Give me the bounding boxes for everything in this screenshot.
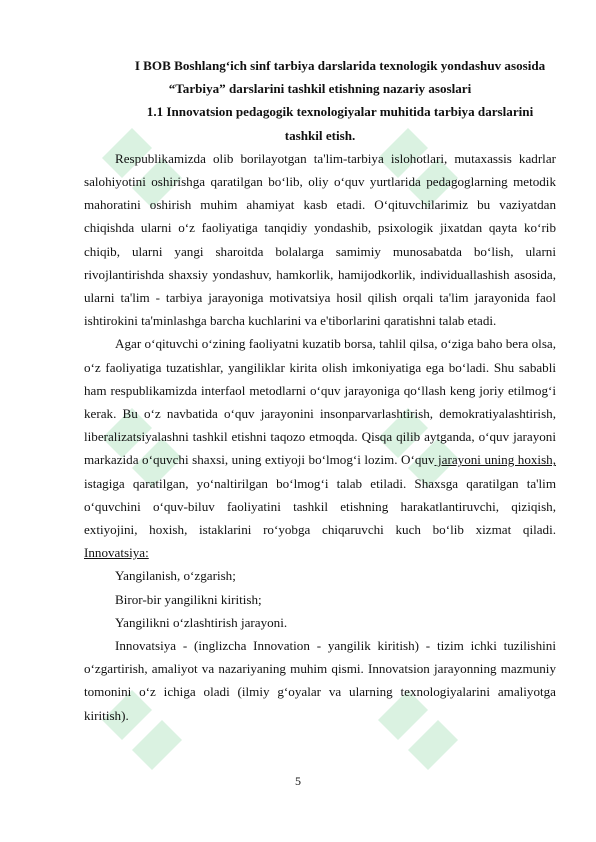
paragraph-1: Respublikamizda olib borilayotgan ta'lim-tarbiya islohotlari, mutaxassis kadrlar salohiyotini oshirishga qaratilgan bo‘lib, oliy o‘quv yurtlarida pedagoglarning metodik mahoratini oshirish muhim ahamiyat kasb etadi. O‘qituvchilarimiz bu vaziyatdan chiqishda ularni o‘z faoliyatiga tanqidiy yondashib, psixologik jixatdan qayta ko‘rib chiqib, ularni yangi sharoitda bolalarga samimiy munosabatda bo‘lish, ularni rivojlantirishda shaxsiy yondashuv, hamkorlik, hamijodkorlik, individuallashish asosida, ularni ta'lim - tarbiya jarayoniga motivatsiya hosil qilish orqali ta'lim jarayonida faol ishtirokini ta'minlashga barcha kuchlarini va e'tiborlarini qaratishni talab etadi. bbox=[84, 150, 556, 329]
list-item: Biror-bir yangilikni kiritish; bbox=[115, 591, 262, 607]
section-heading-line1: 1.1 Innovatsion pedagogik texnologiyalar muhitida tarbiya darslarini bbox=[146, 104, 534, 120]
list-item: Yangilanish, o‘zgarish; bbox=[115, 568, 236, 584]
paragraph-2-underlined-2: Innovatsiya: bbox=[84, 545, 149, 561]
page-content bbox=[84, 54, 556, 727]
page-number: 5 bbox=[295, 774, 301, 788]
chapter-heading-line2: “Tarbiya” darslarini tashkil etishning nazariy asoslari bbox=[168, 81, 472, 97]
paragraph-2-underlined-1: jarayoni uning hoxish, bbox=[434, 452, 556, 468]
paragraph-2 bbox=[84, 332, 556, 564]
section-heading-line2: tashkil etish. bbox=[284, 127, 356, 143]
paragraph-2-text-a: Agar o‘qituvchi o‘zining faoliyatni kuzatib borsa, tahlil qilsa, o‘ziga baho bera olsa, o‘z faoliyatiga tuzatishlar, yangiliklar kirita olish imkoniyatiga ega bo‘ladi. Shu sababli ham respublikamizda interfaol metodlarni o‘quv jarayoniga qo‘llash keng joriy etilmog‘i kerak. Bu o‘z navbatida o‘quv jarayonini insonparvarlashtirish, demokratiyalashtirish, liberalizatsiyalashni tashkil etishni taqozo etmoqda. Qisqa qilib aytganda, o‘quv jarayoni markazida o‘quvchi shaxsi, uning extiyoji bo‘lmog‘i lozim. O‘quv bbox=[84, 336, 556, 468]
paragraph-3: Innovatsiya - (inglizcha Innovation - yangilik kiritish) - tizim ichki tuzilishini o‘zgartirish, amaliyot va nazariyaning muhim qismi. Innovatsion jarayonning mazmuniy tomonini o‘z ichiga oladi (ilmiy g‘oyalar va ularning texnologiyalarini amaliyotga kiritish). bbox=[84, 638, 556, 723]
paragraph-2-text-b: istagiga qaratilgan, yo‘naltirilgan bo‘lmog‘i talab etiladi. Shaxsga qaratilgan ta'lim o‘quvchini o‘quv-biluv faoliyatini tashkil etishning harakatlantiruvchi, qiziqish, extiyojini, hoxish, istaklarini ro‘yobga chiqaruvchi kuch bo‘lib xizmat qiladi. bbox=[84, 475, 556, 538]
list-item: Yangilikni o‘zlashtirish jarayoni. bbox=[115, 614, 288, 630]
chapter-heading-line1: I BOB Boshlang‘ich sinf tarbiya darslarida texnologik yondashuv asosida bbox=[134, 58, 546, 73]
